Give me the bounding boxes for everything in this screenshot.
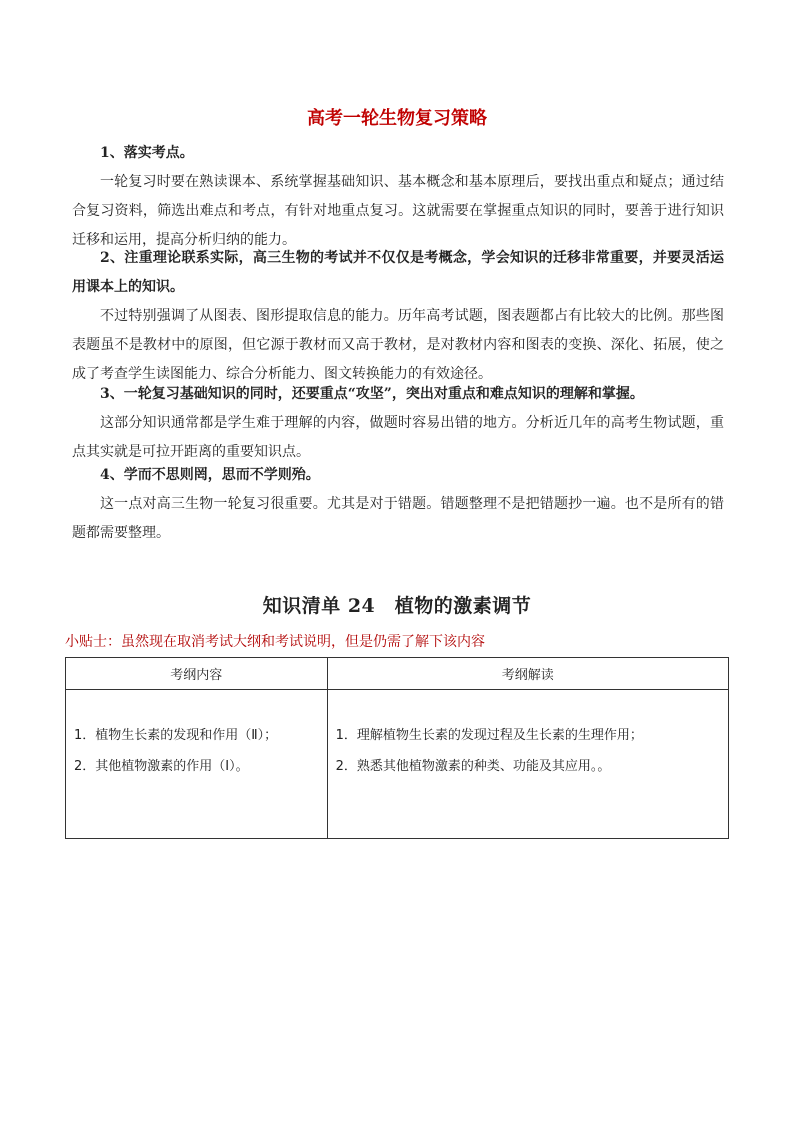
main-title: 高考一轮生物复习策略	[307, 108, 487, 129]
content-item: 1．植物生长素的发现和作用（Ⅱ）；	[74, 728, 278, 743]
strategy-2	[72, 244, 724, 389]
header-interpretation: 考纲解读	[327, 658, 728, 690]
table-header-row	[66, 658, 729, 690]
strategy-body: 不过特别强调了从图表、图形提取信息的能力。历年高考试题，图表题都占有比较大的比例。那些图表题虽不是教材中的原图，但它源于教材而又高于教材，是对教材内容和图表的变换、深化、拓展，使之成了考查学生读图能力、综合分析能力、图文转换能力的有效途径。	[72, 308, 724, 382]
section-title: 知识清单 24 植物的激素调节	[262, 595, 532, 617]
interpretation-item: 1．理解植物生长素的发现过程及生长素的生理作用；	[335, 728, 643, 743]
strategy-body: 这一点对高三生物一轮复习很重要。尤其是对于错题。错题整理不是把错题抄一遍。也不是所有的错题都需要整理。	[72, 496, 724, 541]
interpretation-cell	[327, 690, 728, 839]
strategy-3	[72, 380, 724, 467]
header-content: 考纲内容	[66, 658, 328, 690]
content-item: 2．其他植物激素的作用（Ⅰ）。	[74, 759, 249, 774]
interpretation-item: 2．熟悉其他植物激素的种类、功能及其应用。。	[335, 759, 611, 774]
strategy-heading: 4、学而不思则罔，思而不学则殆。	[100, 467, 320, 483]
strategy-4	[72, 461, 724, 548]
strategy-1	[72, 139, 724, 255]
content-cell	[66, 690, 328, 839]
strategy-heading: 3、一轮复习基础知识的同时，还要重点“攻坚”，突出对重点和难点知识的理解和掌握。	[100, 386, 644, 402]
strategy-body: 一轮复习时要在熟读课本、系统掌握基础知识、基本概念和基本原理后，要找出重点和疑点；通过结合复习资料，筛选出难点和考点，有针对地重点复习。这就需要在掌握重点知识的同时，要善于进行知识迁移和运用，提高分析归纳的能力。	[72, 174, 724, 248]
strategy-heading: 1、落实考点。	[100, 145, 194, 161]
strategy-body: 这部分知识通常都是学生难于理解的内容，做题时容易出错的地方。分析近几年的高考生物试题，重点其实就是可拉开距离的重要知识点。	[72, 415, 724, 460]
syllabus-table	[65, 657, 729, 839]
strategy-heading: 2、注重理论联系实际，高三生物的考试并不仅仅是考概念，学会知识的迁移非常重要，并要灵活运用课本上的知识。	[72, 250, 724, 295]
table-row	[66, 690, 729, 839]
tip-note: 小贴士：虽然现在取消考试大纲和考试说明，但是仍需了解下该内容	[65, 634, 485, 650]
